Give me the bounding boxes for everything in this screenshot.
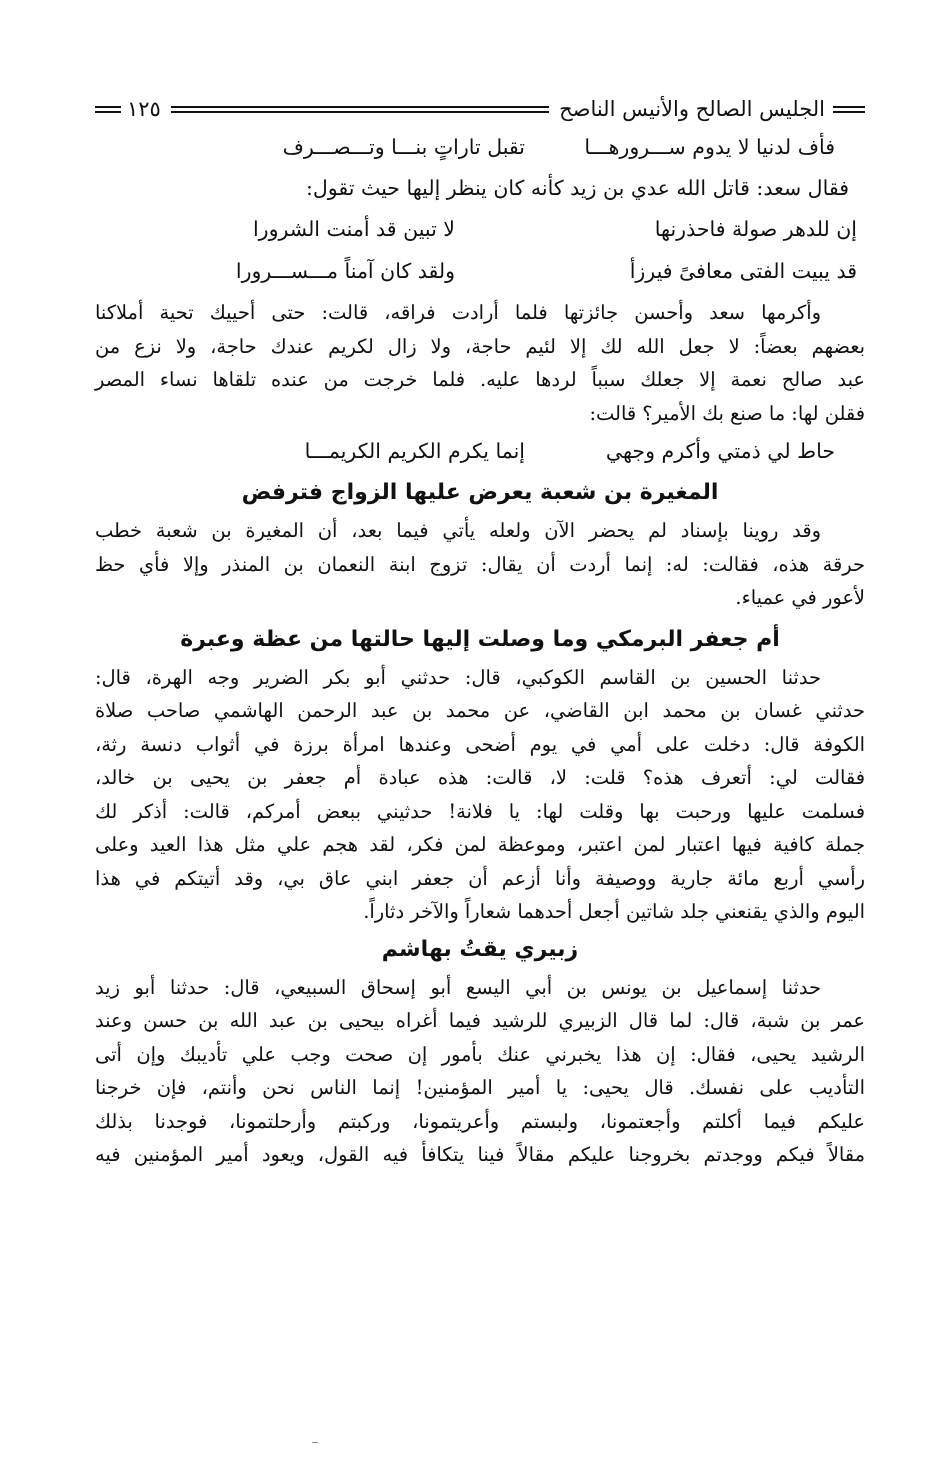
paragraph-2	[95, 514, 865, 615]
section-heading-1: المغيرة بن شعبة يعرض عليها الزواج فترفض	[241, 480, 719, 505]
page-number: ١٢٥	[127, 97, 161, 121]
poem-verse-1	[95, 126, 865, 168]
text-line: عليكم فيما أكلتم وأجعتمونا، ولبستم وأعريتمونا، وركبتم وأرحلتمونا، فوجدنا بذلك	[95, 1109, 865, 1133]
text-line: حدثني غسان بن محمد ابن القاضي، عن محمد بن عبد الرحمن الهاشمي صاحب صلاة	[95, 699, 865, 722]
poem-verse-2	[95, 208, 865, 250]
paragraph-3	[95, 661, 865, 929]
text-line: عبد صالح نعمة إلا جعلك سبباً لردها عليه. فلما خرجت من عنده تلقاها نساء المصر	[95, 368, 865, 391]
text-line: التأديب على نفسك. قال يحيى: يا أمير المؤمنين! إنما الناس نحن وأنتم، فإن خرجنا	[95, 1076, 865, 1099]
header-rule-right	[833, 106, 865, 113]
text-line: حدثنا الحسين بن القاسم الكوكبي، قال: حدثني أبو بكر الضرير وجه الهرة، قال:	[95, 665, 821, 689]
section-heading-2: أم جعفر البرمكي وما وصلت إليها حالتها من عظة وعبرة	[180, 626, 780, 652]
text-line: فسلمت عليها ورحبت بها وقلت لها: يا فلانة! حدثيني ببعض أمركم، قالت: أذكر لك	[95, 799, 865, 823]
intro-line: فقال سعد: قاتل الله عدي بن زيد كأنه كان ينظر إليها حيث تقول:	[305, 176, 849, 200]
text-line: فقالت لي: أتعرف هذه؟ قلت: لا، قالت: هذه عبادة أم جعفر بن يحيى بن خالد،	[95, 766, 865, 789]
text-line: اليوم والذي يقنعني جلد شاتين أجعل أحدهما شعاراً والآخر دثاراً.	[363, 900, 865, 923]
text-line: جملة كافية فيها اعتبار لمن اعتبر، وموعظة لمن فكر، لقد هجم علي مثل هذا العيد وعلى	[95, 833, 865, 856]
verse-second-hemistich: تقبل تاراتٍ بنـــا وتـــصـــرف	[282, 135, 525, 159]
text-line: وأكرمها سعد وأحسن جائزتها فلما أرادت فراقه، قالت: حتى أحييك تحية أملاكنا	[95, 301, 821, 324]
text-line: مقالاً فيكم ووجدتم بخروجنا عليكم مقالاً فينا يتكافأ فيه القول، ويعود أمير المؤمنين فيه	[95, 1143, 865, 1166]
header-rule-middle	[171, 106, 549, 113]
verse-first-hemistich: فأف لدنيا لا يدوم ســـرورهـــا	[584, 135, 835, 159]
verse-first-hemistich: إن للدهر صولة فاحذرنها	[654, 217, 857, 241]
text-line: فقلن لها: ما صنع بك الأمير؟ قالت:	[589, 401, 865, 425]
paragraph-1	[95, 296, 865, 430]
book-title: الجليس الصالح والأنيس الناصح	[559, 97, 825, 121]
text-line: بعضهم بعضاً: لا جعل الله لك إلا لئيم حاجة، ولا زال لكريم عندك حاجة، ولا نزع من	[95, 334, 865, 358]
header-rule-left	[95, 106, 121, 113]
text-line: الكوفة قال: دخلت على أمي في يوم أضحى وعندها امرأة برزة في أثواب دنسة رثة،	[95, 732, 865, 756]
scan-mark	[312, 1442, 318, 1443]
verse-second-hemistich: ولقد كان آمناً مـــســـرورا	[235, 259, 455, 283]
verse-second-hemistich: إنما يكرم الكريم الكريمـــا	[304, 439, 525, 463]
poem-verse-3	[95, 250, 865, 292]
paragraph-4	[95, 971, 865, 1172]
text-line: عمر بن شبة، قال: لما قال الزبيري للرشيد فيما أغراه بيحيى بن عبد الله بن حسن وعند	[95, 1009, 865, 1032]
book-page	[95, 92, 865, 1172]
running-header	[95, 92, 865, 126]
verse-first-hemistich: حاط لي ذمتي وأكرم وجهي	[605, 439, 835, 463]
section-heading-3: زبيري يقتُ بهاشم	[381, 936, 579, 962]
text-line: حرقة هذه، فقالت: له: إنما أردت أن يقال: تزوج ابنة النعمان بن المنذر وإلا فأي حظ	[95, 552, 865, 576]
text-line: حدثنا إسماعيل بن يونس بن أبي اليسع أبو إسحاق السبيعي، قال: حدثنا أبو زيد	[95, 975, 821, 999]
text-line: لأعور في عمياء.	[735, 586, 865, 609]
verse-first-hemistich: قد يبيت الفتى معافىً فيرزأ	[629, 259, 857, 283]
verse-second-hemistich: لا تبين قد أمنت الشرورا	[252, 217, 455, 241]
text-line: رأسي أربع مائة جارية ووصيفة وأنا أزعم أن جعفر ابني عاق بي، وقد أتيتكم في هذا	[95, 866, 865, 890]
poem-verse-4	[95, 430, 865, 472]
text-line: الرشيد يحيى، فقال: إن هذا يخبرني عنك بأمور إن صحت وجب علي تأديبك وإن أتى	[95, 1042, 865, 1066]
text-line: وقد روينا بإسناد لم يحضر الآن ولعله يأتي فيما بعد، أن المغيرة بن شعبة خطب	[95, 519, 821, 542]
